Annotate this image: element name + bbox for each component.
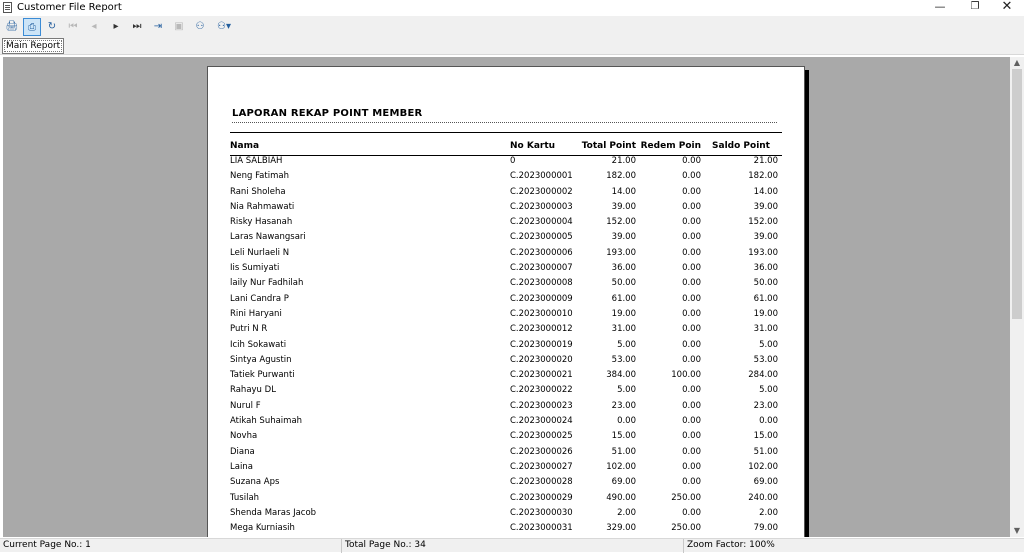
cell-no-kartu: C.2023000030: [510, 507, 573, 518]
previous-page-icon[interactable]: ◂: [91, 21, 97, 32]
cell-no-kartu: C.2023000010: [510, 308, 573, 319]
print-icon[interactable]: ⎙: [23, 18, 41, 36]
cell-no-kartu: C.2023000022: [510, 385, 573, 396]
cell-total-point: 31.00: [611, 324, 636, 335]
scroll-up-icon[interactable]: ▲: [1013, 58, 1021, 67]
cell-nama: Laina: [230, 461, 253, 472]
table-row: [230, 431, 782, 446]
cell-total-point: 50.00: [611, 278, 636, 289]
title-divider: [232, 122, 777, 123]
table-row: [230, 202, 782, 217]
cell-saldo-point: 39.00: [753, 201, 778, 212]
cell-total-point: 53.00: [611, 354, 636, 365]
table-row: [230, 232, 782, 247]
cell-no-kartu: C.2023000003: [510, 201, 573, 212]
cell-total-point: 14.00: [611, 186, 636, 197]
cell-total-point: 102.00: [606, 461, 636, 472]
cell-total-point: 39.00: [611, 232, 636, 243]
cell-saldo-point: 53.00: [753, 354, 778, 365]
cell-saldo-point: 69.00: [753, 477, 778, 488]
table-row: [230, 156, 782, 171]
table-header: [230, 141, 782, 153]
cell-nama: Neng Fatimah: [230, 171, 289, 182]
table-body: [230, 156, 782, 537]
table-row: [230, 523, 782, 537]
stop-icon[interactable]: ▣: [174, 21, 184, 32]
cell-redem-poin: 0.00: [682, 446, 701, 457]
column-header-redem-poin: Redem Poin: [640, 141, 701, 151]
last-page-icon[interactable]: ⏭: [132, 21, 142, 32]
cell-saldo-point: 14.00: [753, 186, 778, 197]
cell-no-kartu: C.2023000005: [510, 232, 573, 243]
scroll-thumb[interactable]: [1012, 69, 1022, 319]
cell-nama: Nia Rahmawati: [230, 201, 295, 212]
cell-saldo-point: 0.00: [759, 416, 778, 427]
goto-page-icon[interactable]: ⇥: [153, 21, 163, 32]
zoom-icon[interactable]: ⚇▾: [217, 21, 231, 32]
column-header-total-point: Total Point: [581, 141, 636, 151]
cell-no-kartu: C.2023000020: [510, 354, 573, 365]
column-header-no-kartu: No Kartu: [510, 141, 556, 151]
table-row: [230, 263, 782, 278]
cell-nama: Laras Nawangsari: [230, 232, 306, 243]
tab-main-report[interactable]: Main Report: [2, 38, 64, 54]
cell-no-kartu: C.2023000008: [510, 278, 573, 289]
minimize-button[interactable]: —: [934, 0, 946, 13]
cell-total-point: 182.00: [606, 171, 636, 182]
cell-total-point: 2.00: [617, 507, 636, 518]
close-button[interactable]: ✕: [1001, 0, 1013, 14]
cell-total-point: 384.00: [606, 370, 636, 381]
cell-total-point: 21.00: [611, 156, 636, 166]
zoom-factor-status: Zoom Factor: 100%: [683, 539, 1024, 553]
cell-no-kartu: C.2023000021: [510, 370, 573, 381]
cell-saldo-point: 50.00: [753, 278, 778, 289]
cell-redem-poin: 0.00: [682, 171, 701, 182]
cell-total-point: 0.00: [617, 416, 636, 427]
cell-total-point: 329.00: [606, 523, 636, 534]
cell-no-kartu: C.2023000029: [510, 492, 573, 503]
cell-saldo-point: 39.00: [753, 232, 778, 243]
cell-total-point: 61.00: [611, 293, 636, 304]
cell-no-kartu: C.2023000031: [510, 523, 573, 534]
cell-redem-poin: 0.00: [682, 416, 701, 427]
column-header-saldo-point: Saldo Point: [712, 141, 770, 151]
cell-saldo-point: 61.00: [753, 293, 778, 304]
cell-no-kartu: C.2023000019: [510, 339, 573, 350]
table-row: [230, 309, 782, 324]
cell-saldo-point: 240.00: [748, 492, 778, 503]
column-header-nama: Nama: [230, 141, 260, 151]
cell-no-kartu: C.2023000002: [510, 186, 573, 197]
cell-no-kartu: C.2023000024: [510, 416, 573, 427]
cell-redem-poin: 0.00: [682, 507, 701, 518]
cell-redem-poin: 0.00: [682, 354, 701, 365]
cell-nama: Shenda Maras Jacob: [230, 507, 317, 518]
cell-no-kartu: C.2023000027: [510, 461, 573, 472]
cell-saldo-point: 152.00: [748, 217, 778, 228]
cell-total-point: 19.00: [611, 308, 636, 319]
cell-nama: Tatiek Purwanti: [230, 370, 295, 381]
cell-nama: Rahayu DL: [230, 385, 276, 396]
table-row: [230, 294, 782, 309]
first-page-icon[interactable]: ⏮: [68, 21, 78, 32]
cell-nama: Tusilah: [230, 492, 260, 503]
cell-nama: Atikah Suhaimah: [230, 416, 303, 427]
toolbar: [0, 16, 1024, 37]
table-row: [230, 324, 782, 339]
next-page-icon[interactable]: ▸: [113, 21, 119, 32]
cell-saldo-point: 79.00: [753, 523, 778, 534]
cell-redem-poin: 250.00: [671, 523, 701, 534]
table-row: [230, 355, 782, 370]
table-row: [230, 401, 782, 416]
table-row: [230, 447, 782, 462]
cell-redem-poin: 0.00: [682, 156, 701, 166]
status-bar: [0, 538, 1024, 552]
search-icon[interactable]: ⚇: [195, 21, 205, 32]
report-page: [207, 66, 805, 537]
cell-no-kartu: C.2023000026: [510, 446, 573, 457]
cell-saldo-point: 182.00: [748, 171, 778, 182]
cell-total-point: 36.00: [611, 263, 636, 274]
cell-redem-poin: 100.00: [671, 370, 701, 381]
cell-nama: Novha: [230, 431, 258, 442]
cell-nama: Sintya Agustin: [230, 354, 292, 365]
cell-no-kartu: C.2023000025: [510, 431, 573, 442]
table-row: [230, 416, 782, 431]
maximize-button[interactable]: ❐: [970, 1, 980, 12]
cell-saldo-point: 15.00: [753, 431, 778, 442]
cell-total-point: 5.00: [617, 339, 636, 350]
cell-redem-poin: 0.00: [682, 461, 701, 472]
export-icon[interactable]: 🖨: [5, 21, 19, 32]
cell-redem-poin: 0.00: [682, 477, 701, 488]
cell-nama: Risky Hasanah: [230, 217, 293, 228]
cell-no-kartu: C.2023000006: [510, 247, 573, 258]
report-title: LAPORAN REKAP POINT MEMBER: [232, 108, 423, 119]
cell-nama: Diana: [230, 446, 255, 457]
cell-saldo-point: 5.00: [759, 385, 778, 396]
cell-redem-poin: 250.00: [671, 492, 701, 503]
cell-total-point: 51.00: [611, 446, 636, 457]
table-row: [230, 462, 782, 477]
cell-saldo-point: 5.00: [759, 339, 778, 350]
cell-redem-poin: 0.00: [682, 339, 701, 350]
cell-saldo-point: 21.00: [753, 156, 778, 166]
table-row: [230, 248, 782, 263]
cell-saldo-point: 284.00: [748, 370, 778, 381]
table-row: [230, 187, 782, 202]
cell-no-kartu: C.2023000028: [510, 477, 573, 488]
cell-nama: Suzana Aps: [230, 477, 280, 488]
cell-total-point: 23.00: [611, 400, 636, 411]
table-row: [230, 493, 782, 508]
cell-redem-poin: 0.00: [682, 247, 701, 258]
cell-nama: LIA SALBIAH: [230, 156, 283, 166]
cell-no-kartu: C.2023000004: [510, 217, 573, 228]
cell-saldo-point: 102.00: [748, 461, 778, 472]
title-bar: [0, 0, 1024, 16]
cell-nama: Iis Sumiyati: [230, 263, 280, 274]
cell-nama: Rani Sholeha: [230, 186, 286, 197]
cell-redem-poin: 0.00: [682, 186, 701, 197]
tab-bar: [0, 37, 1024, 55]
cell-saldo-point: 23.00: [753, 400, 778, 411]
cell-no-kartu: C.2023000023: [510, 400, 573, 411]
cell-nama: Rini Haryani: [230, 308, 282, 319]
cell-saldo-point: 51.00: [753, 446, 778, 457]
cell-nama: Lani Candra P: [230, 293, 289, 304]
cell-no-kartu: C.2023000007: [510, 263, 573, 274]
cell-redem-poin: 0.00: [682, 324, 701, 335]
cell-total-point: 193.00: [606, 247, 636, 258]
cell-saldo-point: 36.00: [753, 263, 778, 274]
cell-redem-poin: 0.00: [682, 431, 701, 442]
cell-saldo-point: 19.00: [753, 308, 778, 319]
window-title: Customer File Report: [17, 2, 122, 13]
cell-saldo-point: 31.00: [753, 324, 778, 335]
table-row: [230, 217, 782, 232]
cell-no-kartu: C.2023000001: [510, 171, 573, 182]
header-top-rule: [230, 132, 782, 133]
cell-nama: Mega Kurniasih: [230, 523, 295, 534]
current-page-status: Current Page No.: 1: [3, 540, 91, 550]
cell-redem-poin: 0.00: [682, 263, 701, 274]
refresh-icon[interactable]: ↻: [47, 21, 57, 32]
vertical-scrollbar[interactable]: [1010, 57, 1024, 537]
report-viewer[interactable]: [3, 57, 1010, 537]
cell-no-kartu: 0: [510, 156, 516, 166]
table-row: [230, 370, 782, 385]
table-row: [230, 508, 782, 523]
cell-nama: Putri N R: [230, 324, 268, 335]
table-row: [230, 477, 782, 492]
cell-nama: Leli Nurlaeli N: [230, 247, 290, 258]
cell-redem-poin: 0.00: [682, 293, 701, 304]
report-app-icon: [3, 2, 12, 13]
cell-total-point: 490.00: [606, 492, 636, 503]
cell-total-point: 5.00: [617, 385, 636, 396]
cell-redem-poin: 0.00: [682, 217, 701, 228]
table-row: [230, 340, 782, 355]
cell-redem-poin: 0.00: [682, 232, 701, 243]
table-row: [230, 278, 782, 293]
total-page-status: Total Page No.: 34: [341, 539, 681, 553]
cell-total-point: 15.00: [611, 431, 636, 442]
cell-saldo-point: 193.00: [748, 247, 778, 258]
cell-total-point: 152.00: [606, 217, 636, 228]
cell-total-point: 39.00: [611, 201, 636, 212]
cell-redem-poin: 0.00: [682, 400, 701, 411]
cell-total-point: 69.00: [611, 477, 636, 488]
table-row: [230, 385, 782, 400]
cell-redem-poin: 0.00: [682, 201, 701, 212]
cell-nama: laily Nur Fadhilah: [230, 278, 304, 289]
cell-no-kartu: C.2023000009: [510, 293, 573, 304]
cell-redem-poin: 0.00: [682, 385, 701, 396]
cell-no-kartu: C.2023000012: [510, 324, 573, 335]
cell-redem-poin: 0.00: [682, 308, 701, 319]
cell-saldo-point: 2.00: [759, 507, 778, 518]
scroll-down-icon[interactable]: ▼: [1013, 526, 1021, 535]
cell-nama: Icih Sokawati: [230, 339, 287, 350]
cell-redem-poin: 0.00: [682, 278, 701, 289]
cell-nama: Nurul F: [230, 400, 261, 411]
table-row: [230, 171, 782, 186]
